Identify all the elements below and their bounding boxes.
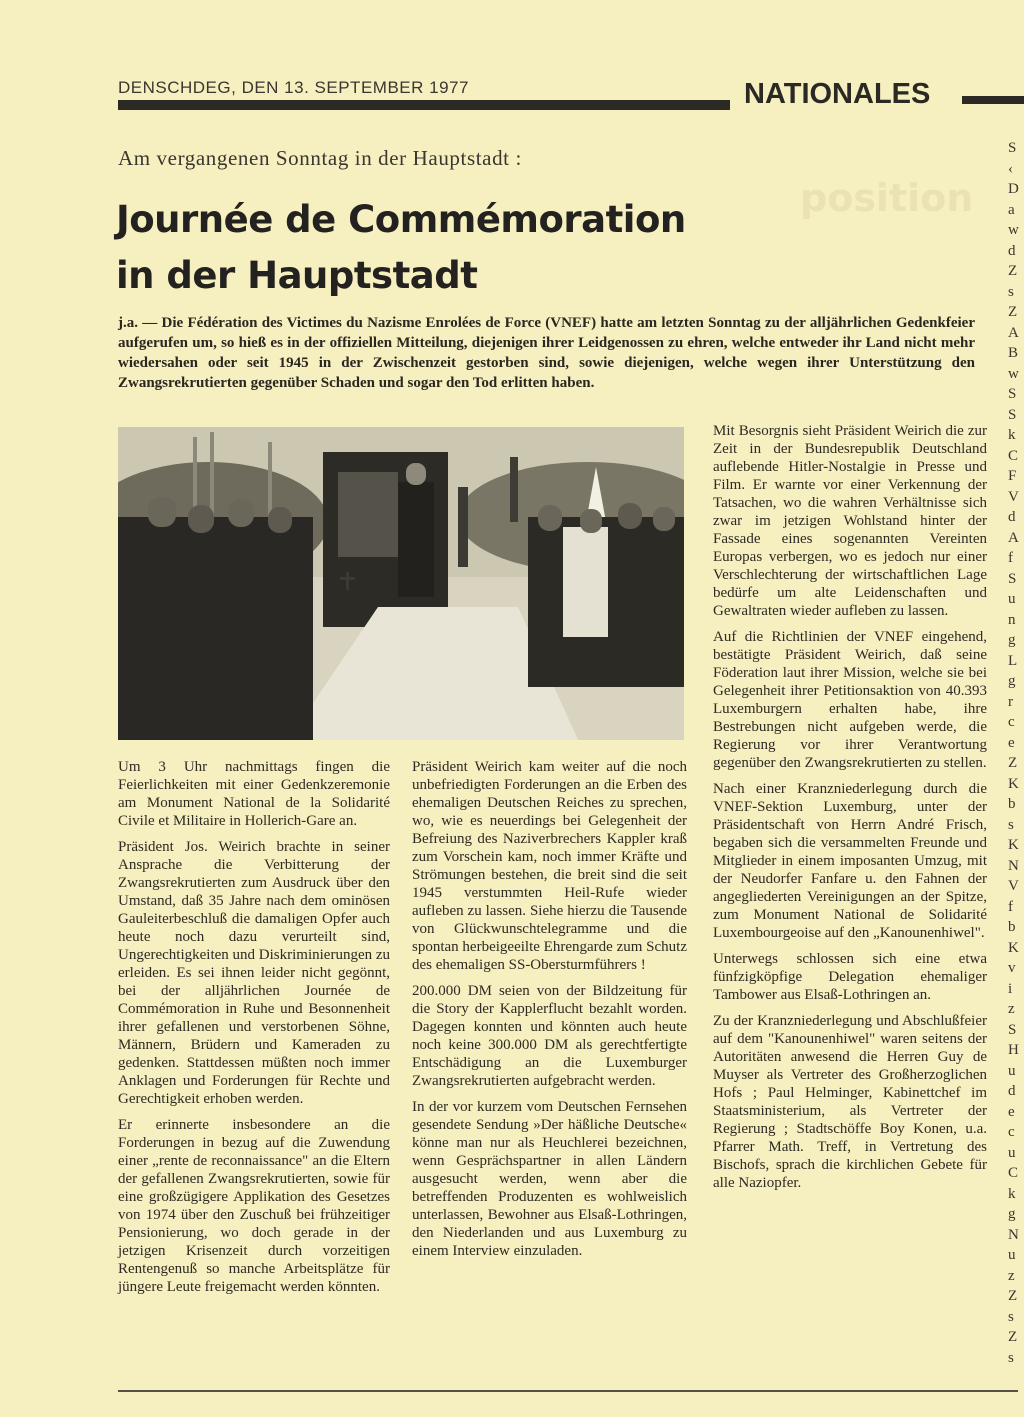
headline-line-1: Journée de Commémoration bbox=[116, 198, 686, 241]
col2-paragraph-3: In der vor kurzem vom Deutschen Fernsehen gesendete Sendung »Der häßliche Deutsche« könne man nur als Heuchlerei bezeichnen, wenn Gesprächspartner in allen Ländern ausgesucht werden, wenn aber die betreffenden Produzenten es wohlweislich unterlassen, Bewohner aus Elsaß-Lothringen, den Niederlanden und aus Luxemburg zu einem Interview einzuladen. bbox=[412, 1099, 687, 1259]
adjacent-article-letter: u bbox=[1008, 1144, 1016, 1161]
adjacent-article-letter: V bbox=[1008, 878, 1019, 894]
header-date: DENSCHDEG, DEN 13. SEPTEMBER 1977 bbox=[118, 78, 469, 97]
bleed-through-ghost-text: position bbox=[800, 176, 974, 220]
adjacent-article-letter: N bbox=[1008, 1226, 1019, 1243]
adjacent-article-letter: n bbox=[1008, 611, 1016, 628]
adjacent-article-letter: a bbox=[1008, 201, 1015, 218]
adjacent-article-letter: g bbox=[1008, 673, 1016, 689]
adjacent-article-letter: r bbox=[1008, 693, 1013, 710]
adjacent-article-letter: k bbox=[1008, 427, 1016, 443]
adjacent-article-letter: b bbox=[1008, 919, 1016, 935]
article-lead: j.a. — Die Fédération des Victimes du Nazisme Enrolées de Force (VNEF) hatte am letzten Sonntag zu der alljährlichen Gedenkfeier aufgerufen um, so hieß es in der offiziellen Mitteilung, diejenigen ihrer Leidgenossen zu ehren, welche entweder ihr Land nicht mehr wiedersahen oder seit 1945 in der Zwischenzeit gestorben sind, sowie diejenigen, welche wegen ihrer Unterstützung den Zwangsrekrutierten gegenüber Schaden und sogar den Tod erlitten haben. bbox=[118, 315, 975, 391]
adjacent-article-letter: A bbox=[1008, 324, 1019, 341]
adjacent-article-letter: u bbox=[1008, 1062, 1016, 1079]
adjacent-article-letter: s bbox=[1008, 1308, 1014, 1325]
col3-paragraph-4: Unterwegs schlossen sich eine etwa fünfzigköpfige Delegation ehemaliger Tambower aus Elsaß-Lothringen an. bbox=[713, 951, 987, 1003]
col2-paragraph-1: Präsident Weirich kam weiter auf die noch unbefriedigten Forderungen an die Erben des ehemaligen Deutschen Reiches zu sprechen, wo, wie es neuerdings bei Gelegenheit der Befreiung des Naziverbrechers Kappler kraß zum Vorschein kam, noch immer Kräfte und Strömungen bestehen, die breit sind die seit 1945 verstummten Heil-Rufe wieder aufleben zu lassen. Siehe hierzu die Tausende von Glückwunschtelegramme und die spontan herbeigeeilte Ehrengarde zum Schutz des ehemaligen SS-Obersturmführers ! bbox=[412, 759, 687, 973]
adjacent-article-letter: d bbox=[1008, 242, 1016, 259]
adjacent-article-letter: S bbox=[1008, 570, 1017, 587]
adjacent-article-letter: K bbox=[1008, 775, 1019, 792]
article-column-2 bbox=[412, 758, 687, 1268]
adjacent-article-letter: S bbox=[1008, 1021, 1017, 1038]
adjacent-article-letter: S bbox=[1008, 386, 1017, 402]
headline-line-2: in der Hauptstadt bbox=[116, 254, 478, 297]
adjacent-article-letter: f bbox=[1008, 550, 1013, 566]
adjacent-article-letter: V bbox=[1008, 488, 1019, 505]
adjacent-article-letter: N bbox=[1008, 857, 1019, 874]
adjacent-article-letter: D bbox=[1008, 181, 1019, 197]
adjacent-article-letter: d bbox=[1008, 509, 1016, 525]
section-rule bbox=[962, 96, 1024, 104]
adjacent-article-letter: w bbox=[1008, 222, 1019, 238]
adjacent-article-letter: i bbox=[1008, 980, 1013, 997]
adjacent-article-letter: K bbox=[1008, 939, 1019, 956]
adjacent-article-edge bbox=[1004, 140, 1024, 1400]
adjacent-article-letter: v bbox=[1008, 960, 1016, 976]
adjacent-article-letter: c bbox=[1008, 714, 1015, 730]
adjacent-article-letter: ‹ bbox=[1008, 160, 1013, 177]
adjacent-article-letter: z bbox=[1008, 1001, 1015, 1017]
adjacent-article-letter: k bbox=[1008, 1185, 1016, 1202]
article-column-3 bbox=[713, 422, 987, 1200]
section-label: NATIONALES bbox=[744, 78, 931, 110]
adjacent-article-letter: s bbox=[1008, 816, 1014, 833]
adjacent-article-letter: K bbox=[1008, 837, 1019, 853]
col1-paragraph-1: Um 3 Uhr nachmittags fingen die Feierlichkeiten mit einer Gedenkzeremonie am Monument National de la Solidarité Civile et Militaire in Hollerich-Gare an. bbox=[118, 759, 390, 829]
adjacent-article-letter: b bbox=[1008, 796, 1016, 812]
adjacent-article-letter: s bbox=[1008, 283, 1014, 300]
article-kicker: Am vergangenen Sonntag in der Hauptstadt : bbox=[118, 146, 522, 170]
adjacent-article-letter: w bbox=[1008, 365, 1019, 382]
col3-paragraph-3: Nach einer Kranzniederlegung durch die VNEF-Sektion Luxemburg, unter der Präsidentschaft von Herrn André Frisch, begaben sich die versammelten Freunde und Mitglieder in einem imposanten Umzug, mit der Neudorfer Fanfare u. den Fahnen der angegliederten Vereinigungen an der Spitze, zum Monument National de Solidarité Luxembourgeoise auf den „Kanounenhiwel". bbox=[713, 781, 987, 941]
adjacent-article-letter: d bbox=[1008, 1083, 1016, 1099]
adjacent-article-letter: e bbox=[1008, 734, 1015, 751]
adjacent-article-letter: L bbox=[1008, 652, 1018, 669]
adjacent-article-letter: g bbox=[1008, 1206, 1016, 1222]
adjacent-article-letter: Z bbox=[1008, 263, 1018, 279]
col3-paragraph-5: Zu der Kranzniederlegung und Abschlußfeier auf dem "Kanounenhiwel" waren seitens der Autoritäten anwesend die Herren Guy de Muyser als Vertreter des Großherzoglichen Hofs ; Paul Helminger, Kabinettchef im Staatsministerium, als Vertreter der Regierung ; Stadtschöffe Boy Konen, u.a. Pfarrer Math. Treff, in Vertretung des Bischofs, sprach die kirchlichen Gebete für alle Naziopfer. bbox=[713, 1013, 987, 1191]
adjacent-article-letter: e bbox=[1008, 1103, 1015, 1120]
adjacent-article-letter: A bbox=[1008, 529, 1019, 546]
adjacent-article-letter: g bbox=[1008, 632, 1016, 648]
adjacent-article-letter: u bbox=[1008, 591, 1016, 607]
header-rule bbox=[118, 100, 730, 110]
adjacent-article-letter: S bbox=[1008, 140, 1017, 156]
adjacent-article-letter: C bbox=[1008, 447, 1019, 464]
adjacent-article-letter: Z bbox=[1008, 755, 1018, 771]
adjacent-article-letter: s bbox=[1008, 1349, 1014, 1366]
adjacent-article-letter: Z bbox=[1008, 1288, 1018, 1304]
adjacent-article-letter: f bbox=[1008, 898, 1013, 915]
adjacent-article-letter: u bbox=[1008, 1247, 1016, 1263]
adjacent-article-letter: B bbox=[1008, 345, 1019, 361]
col2-paragraph-2: 200.000 DM seien von der Bildzeitung für die Story der Kapplerflucht bezahlt worden. Dagegen konnten und könnten auch heute noch keine 300.000 DM als gerechtfertigte Entschädigung an die Luxemburger Zwangsrekrutierten aufgebracht werden. bbox=[412, 983, 687, 1089]
adjacent-article-letter: H bbox=[1008, 1042, 1019, 1058]
adjacent-article-letter: S bbox=[1008, 406, 1017, 423]
article-headline bbox=[116, 192, 716, 304]
ceremony-photo-drawing bbox=[118, 427, 684, 740]
ceremony-photo bbox=[118, 427, 684, 740]
article-column-1 bbox=[118, 758, 390, 1304]
col3-paragraph-2: Auf die Richtlinien der VNEF eingehend, bestätigte Präsident Weirich, daß seine Föderation laut ihrer Mission, welche sie bei Gelegenheit ihrer Petitionsaktion von 40.393 Luxemburgern erhalten habe, ihre Bestrebungen nicht aufgeben werde, die Regierung vor ihrer Verantwortung gegenüber den Zwangsrekrutierten zu stellen. bbox=[713, 629, 987, 771]
adjacent-article-letter: z bbox=[1008, 1267, 1015, 1284]
col1-paragraph-3: Er erinnerte insbesondere an die Forderungen in bezug auf die Zuwendung einer „rente de reconnaissance" an die Eltern der gefallenen Zwangsrekrutierten, sowie für eine großzügigere Applikation des Gesetzes von 1974 über den Zuschuß bei frühzeitiger Pensionierung, wo doch gerade in der jetzigen Krisenzeit durch vorzeitigen Rentengenuß so manche Arbeitsplätze für jüngere Leute freigemacht werden könnten. bbox=[118, 1117, 390, 1295]
adjacent-article-letter: C bbox=[1008, 1165, 1019, 1181]
adjacent-article-letter: Z bbox=[1008, 304, 1018, 320]
col1-paragraph-2: Präsident Jos. Weirich brachte in seiner Ansprache die Verbitterung der Zwangsrekrutierten zum Ausdruck über den Umstand, daß 35 Jahre nach dem ominösen Gauleiterbeschluß die damaligen Opfer auch heute noch dazu verurteilt sind, Ungerechtigkeiten und Diskriminierungen zu erleiden. Es sei ihnen leider nicht gegönnt, bei der alljährlichen Journée de Commémoration in Ruhe und Besonnenheit ihrer gefallenen und verstorbenen Söhne, Männern, Brüdern und Kameraden zu gedenken. Stattdessen müßten noch immer Anklagen und Forderungen für Rechte und Gerechtigkeit erhoben werden. bbox=[118, 839, 391, 1107]
bottom-rule bbox=[118, 1390, 1018, 1392]
col3-paragraph-1: Mit Besorgnis sieht Präsident Weirich die zur Zeit in der Bundesrepublik Deutschland auflebende Hitler-Nostalgie in Presse und Film. Er warnte vor einer Verkennung der Tatsachen, wo die wahren Verhältnisse sich zwar im jetzigen Wohlstand hinter der Fassade eines sogenannten Vereinten Europas verbergen, wo es jedoch nur einer Verschlechterung der wirtschaftlichen Lage bedürfe um alte Leidenschaften und Gewaltraten wieder aufleben zu lassen. bbox=[713, 423, 987, 619]
adjacent-article-letter: F bbox=[1008, 468, 1017, 484]
adjacent-article-letter: Z bbox=[1008, 1329, 1018, 1345]
adjacent-article-letter: c bbox=[1008, 1124, 1015, 1140]
